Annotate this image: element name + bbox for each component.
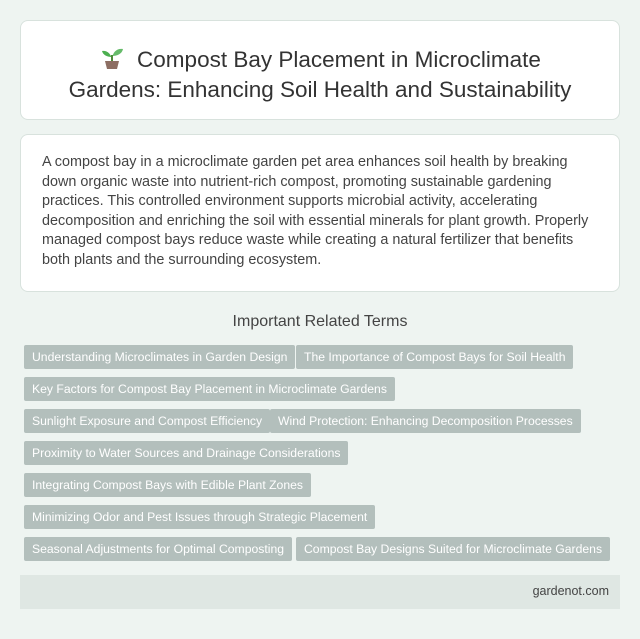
related-term-tag[interactable]: Wind Protection: Enhancing Decomposition Processes [270, 409, 581, 433]
description-card [20, 134, 620, 292]
related-term-tag[interactable]: Key Factors for Compost Bay Placement in Microclimate Gardens [24, 377, 395, 401]
related-term-tag[interactable]: Sunlight Exposure and Compost Efficiency [24, 409, 270, 433]
title-text-line-2: Gardens: Enhancing Soil Health and Sustainability [68, 77, 572, 102]
related-term-tag[interactable]: Seasonal Adjustments for Optimal Composting [24, 537, 292, 561]
site-link[interactable]: gardenot.com [532, 584, 609, 598]
description-text: A compost bay in a microclimate garden pet area enhances soil health by breaking down organic waste into nutrient-rich compost, promoting sustainable gardening practices. This controlled environment supports microbial activity, accelerating decomposition and enriching the soil with essential minerals for plant growth. Properly managed compost bays reduce waste while creating a natural fertilizer that benefits both plants and the surrounding ecosystem. [42, 154, 589, 268]
title-text-line-1: Compost Bay Placement in Microclimate [137, 47, 541, 72]
page-title [21, 45, 619, 105]
related-term-tag[interactable]: The Importance of Compost Bays for Soil Health [296, 345, 573, 369]
related-term-tag[interactable]: Proximity to Water Sources and Drainage Considerations [24, 441, 348, 465]
related-term-tag[interactable]: Minimizing Odor and Pest Issues through Strategic Placement [24, 505, 375, 529]
related-terms-heading: Important Related Terms [232, 313, 408, 330]
sprout-icon [99, 45, 125, 69]
related-term-tag[interactable]: Integrating Compost Bays with Edible Plant Zones [24, 473, 311, 497]
footer [20, 575, 620, 609]
title-line-1 [21, 45, 619, 75]
related-term-tag[interactable]: Understanding Microclimates in Garden Design [24, 345, 295, 369]
title-card [20, 20, 620, 120]
related-term-tag[interactable]: Compost Bay Designs Suited for Microclimate Gardens [296, 537, 610, 561]
